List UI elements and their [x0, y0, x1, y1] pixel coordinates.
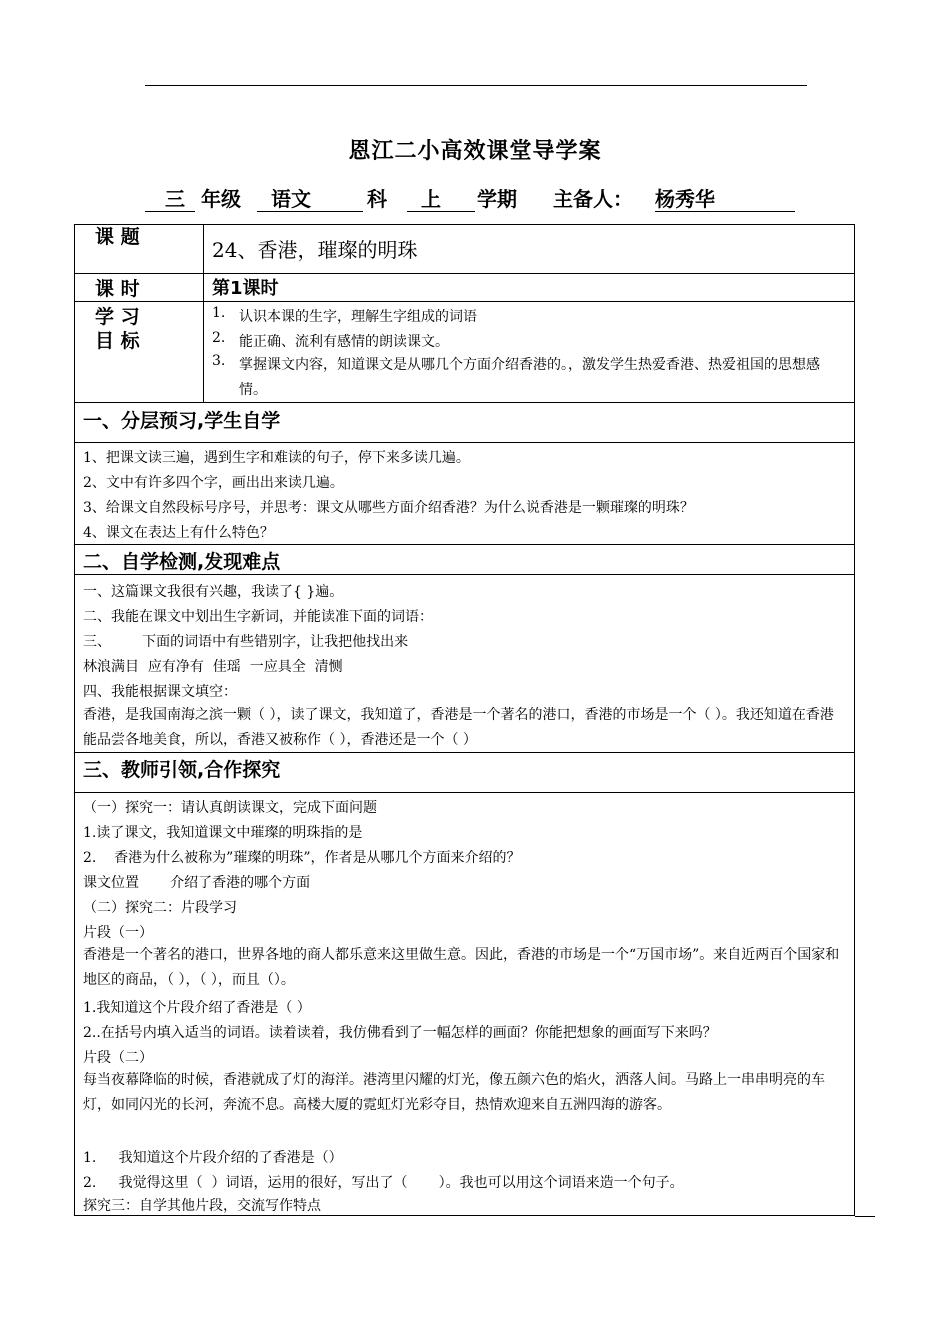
lesson-table: 课 题 24、香港，璀璨的明珠 课 时 第1课时 学 习 目 标 1. 认识本课的生字，理解生字组成的词语 2. 能正确、流利有感情的朗读课文。 3. 掌握课文内容，知道课文是从哪几个方面介绍香港的。，激发学生热爱香港、热爱祖国的思想感情。 一、分层预习,学生自学 1、把课文读三遍，遇到生字和难读的句子，停下来多读几遍。 2、文中有许多四个字，画出出来读几遍。 3、给课文自然段标号序号，并思考：课文从哪些方面介绍香港？为什么说香港是一颗璀璨的明珠？ 4、课文在表达上有什么特色？ 二、自学检测,发现难点 一、这篇课文我很有兴趣，我读了{ }遍。 二、我能在课文中划出生字新词，并能读准下面的词语： 三、 下面的词语中有些错别字，让我把他找出来 林浪满目 应有净有 佳瑶 一应具全 清恻 四、我能根据课文填空： 香港，是我国南海之滨一颗（ ），读了课文，我知道了，香港是一个著名的港口，香港的市场是一个（ ）。我还知道在香港能品尝各地美食，所以，香港又被称作（ ），香港还是一个（ ） 三、教师引领,合作探究 （一）探究一：请认真朗读课文，完成下面问题 1.读了课文，我知道课文中璀璨的明珠指的是 2. 香港为什么被称为”璀璨的明珠”，作者是从哪几个方面来介绍的？ 课文位置 介绍了香港的哪个方面 （二）探究二：片段学习 片段（一） 香港是一个著名的港口，世界各地的商人都乐意来这里做生意。因此，香港的市场是一个“万国市场”。来自近两百个国家和地区的商品，（ ），（ ），而且（）。 1.我知道这个片段介绍了香港是（ ） 2..在括号内填入适当的词语。读着读着，我仿佛看到了一幅怎样的画面？你能把想象的画面写下来吗？ 片段（二） 每当夜幕降临的时候，香港就成了灯的海洋。港湾里闪耀的灯光，像五颜六色的焰火，洒落人间。马路上一串串明亮的车灯，如同闪光的长河，奔流不息。高楼大厦的霓虹灯光彩夺目，热情欢迎来自五洲四海的游客。 1. 我知道这个片段介绍的了香港是（） 2. 我觉得这里（ ）词语，运用的很好，写出了（ ）。我也可以用这个词语来造一个句子。 探究三：自学其他片段，交流写作特点	[74, 224, 855, 1216]
fill-blank-paragraph: 香港，是我国南海之滨一颗（ ），读了课文，我知道了，香港是一个著名的港口，香港的市场是一个（ ）。我还知道在香港能品尝各地美食，所以，香港又被称作（ ），香港还是一个（ ）	[83, 707, 834, 748]
excerpt-paragraph: 香港是一个著名的港口，世界各地的商人都乐意来这里做生意。因此，香港的市场是一个“万国市场”。来自近两百个国家和地区的商品，（ ），（ ），而且（）。	[83, 947, 840, 988]
prep-item: 3、给课文自然段标号序号，并思考：课文从哪些方面介绍香港？为什么说香港是一颗璀璨的明珠？	[83, 500, 694, 516]
prep-item: 4、课文在表达上有什么特色？	[83, 525, 274, 541]
explore-line: 片段（二）	[83, 1050, 153, 1066]
grade-value: 三	[165, 187, 185, 211]
row-divider	[75, 273, 854, 274]
grade-label: 年级	[201, 187, 241, 211]
section2-title: 二、自学检测,发现难点	[83, 551, 281, 573]
explore-line: 2. 我觉得这里（ ）词语，运用的很好，写出了（ ）。我也可以用这个词语来造一个句子。	[83, 1175, 684, 1191]
table-edge-rule	[855, 1216, 875, 1217]
explore-line: 1.我知道这个片段介绍了香港是（ ）	[83, 1000, 311, 1016]
check-item: 三、 下面的词语中有些错别字，让我把他找出来	[83, 634, 409, 650]
goals-label-1: 学 习	[95, 306, 140, 328]
check-item: 二、我能在课文中划出生字新词，并能读准下面的词语：	[83, 609, 433, 625]
section3-title: 三、教师引领,合作探究	[83, 759, 281, 781]
header-rule	[145, 85, 807, 86]
explore-line: 片段（一）	[83, 925, 153, 941]
explore-line: 2..在括号内填入适当的词语。读着读着，我仿佛看到了一幅怎样的画面？你能把想象的画面写下来吗？	[83, 1025, 717, 1041]
row-divider	[75, 792, 854, 793]
row-divider	[75, 442, 854, 443]
excerpt-paragraph: 每当夜幕降临的时候，香港就成了灯的海洋。港湾里闪耀的灯光，像五颜六色的焰火，洒落人间。马路上一串串明亮的车灯，如同闪光的长河，奔流不息。高楼大厦的霓虹灯光彩夺目，热情欢迎来自五洲四海的游客。	[83, 1072, 825, 1113]
explore-line: 课文位置 介绍了香港的哪个方面	[83, 875, 311, 891]
explore-line: （二）探究二：片段学习	[83, 900, 237, 916]
term-label: 学期	[477, 187, 517, 211]
page-title: 恩江二小高效课堂导学案	[348, 139, 602, 164]
subject-value: 语文	[271, 187, 311, 211]
period-value: 第1课时	[212, 278, 279, 299]
check-item: 四、我能根据课文填空：	[83, 684, 237, 700]
term-value: 上	[421, 187, 441, 211]
prep-item: 2、文中有许多四个字，画出出来读几遍。	[83, 475, 344, 491]
column-divider	[203, 225, 204, 402]
topic-value: 24、香港，璀璨的明珠	[212, 238, 418, 262]
explore-line: 1.读了课文，我知道课文中璀璨的明珠指的是	[83, 825, 363, 841]
explore-line: （一）探究一：请认真朗读课文，完成下面问题	[83, 800, 377, 816]
explore-line: 2. 香港为什么被称为”璀璨的明珠”，作者是从哪几个方面来介绍的？	[83, 850, 521, 866]
row-divider	[75, 301, 854, 302]
check-item: 一、这篇课文我很有兴趣，我读了{ }遍。	[83, 584, 344, 600]
period-label: 课 时	[95, 278, 140, 300]
explore-line: 1. 我知道这个片段介绍的了香港是（）	[83, 1150, 343, 1166]
term-underline	[407, 183, 475, 212]
prep-item: 1、把课文读三遍，遇到生字和难读的句子，停下来多读几遍。	[83, 450, 470, 466]
goals-label-2: 目 标	[95, 330, 140, 352]
explore-line: 探究三：自学其他片段，交流写作特点	[83, 1198, 321, 1214]
preparer-name: 杨秀华	[655, 187, 715, 211]
word-list: 林浪满目 应有净有 佳瑶 一应具全 清恻	[83, 659, 343, 675]
row-divider	[75, 574, 854, 575]
section1-title: 一、分层预习,学生自学	[83, 410, 281, 432]
row-divider	[75, 544, 854, 545]
topic-label: 课 题	[95, 226, 140, 248]
subject-label: 科	[367, 187, 387, 211]
preparer-label: 主备人：	[553, 187, 633, 211]
